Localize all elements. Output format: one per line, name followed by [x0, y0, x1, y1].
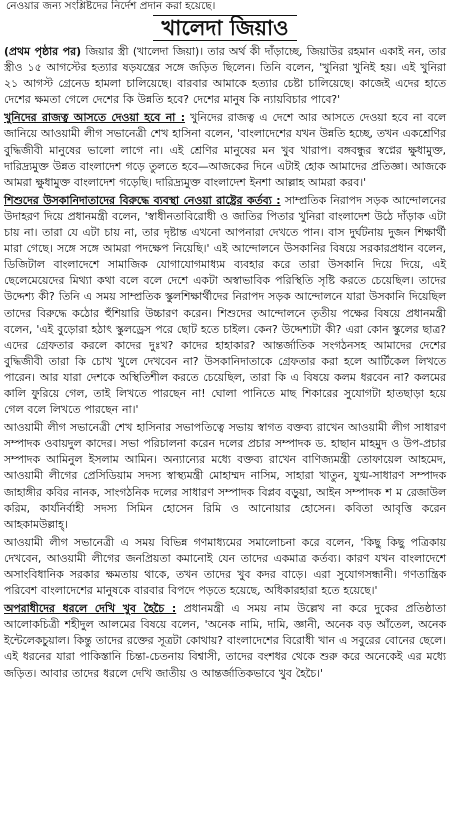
paragraph-text: প্রধানমন্ত্রী এ সময় নাম উল্লেখ না করে দুকের প্রতিষ্ঠাতা আলোকচিত্রী শহীদুল আলমের বিষয়ে বলেন, 'অনেক নামি, দামি, জ্ঞানী, অনেক বড় আঁতেল, অনেক ইন্টেলেকচুয়াল। কিন্তু তাদের রক্তের সূত্রটা কোথায়? বাংলাদেশের বিরোধী খান এ সবুরের বোনের ছেলে। এই ধরনের যারা পাকিস্তানি চিন্তা-চেতনায় বিশ্বাসী, তাদের বংশধর থেকে শুরু করে অনেকেই এর মধ্যে জড়িত। আবার তাদের ধরলে দেখি জাতীয় ও আন্তর্জাতিকভাবে খুব হৈচৈ।' — [4, 602, 446, 680]
paragraph-text: সাম্প্রতিক নিরাপদ সড়ক আন্দোলনের উদাহরণ দিয়ে প্রধানমন্ত্রী বলেন, 'স্বাধীনতাবিরোধী ও জাতির পিতার খুনিরা বাংলাদেশ উঠে দাঁড়াক এটা চায় না। তারা যে এটা চায় না, তার দৃষ্টান্ত এখনো আপনারা দেখতে পান। বাস দুর্ঘটনায় দুজন শিক্ষার্থী মারা গেছে। সঙ্গে সঙ্গে আমরা পদক্ষেপ নিয়েছি।' এই আন্দোলনে উসকানির বিষয়ে সরকারপ্রধান বলেন, ডিজিটাল বাংলাদেশে সামাজিক যোগাযোগমাধ্যম ব্যবহার করে তারা উসকানি দিয়ে দিয়ে, এই ছেলেমেয়েদের মিথ্যা কথা বলে বলে দেশে একটা অস্বাভাবিক পরিস্থিতি সৃষ্টি করতে চেয়েছিল। তাদের উদ্দেশ্য কী? তিনি এ সময় সাম্প্রতিক স্কুলশিক্ষার্থীদের নিরাপদ সড়ক আন্দোলনে যারা উসকানি দিয়েছিল তাদের বিরুদ্ধে কঠোর হুঁশিয়ারি উচ্চারণ করেন। শিশুদের আন্দোলনে তৃতীয় পক্ষের বিষয়ে প্রধানমন্ত্রী বলেন, 'এই বুড়োরা হঠাৎ স্কুলড্রেস পরে ছোট হতে চাইল। কেন? উদ্দেশ্যটা কী? এরা কোন স্কুলের ছাত্র? এদের গ্রেফতার করলে কাদের দুঃখ? কাদের হাহাকার? আন্তর্জাতিক সংগঠনসহ আমাদের দেশের বুদ্ধিজীবী তারা কি চোখ খুলে দেখবেন না? উসকানিদাতাকে গ্রেফতার করা হলে আর্টিকেল লিখতে পারেন। আর যারা দেশকে অস্থিতিশীল করতে চেয়েছিল, তারা কি এ বিষয়ে কলম ধরবেন না? কলমের কালি ফুরিয়ে গেল, তাই লিখতে পারছেন না! ঘোলা পানিতে মাছ শিকারের সুযোগটা হাতছাড়া হয়ে গেল বলে লিখতে পারছেন না।' — [4, 193, 446, 417]
headline-wrap — [4, 15, 446, 41]
paragraph-text: আওয়ামী লীগ সভানেত্রী এ সময় বিভিন্ন গণমাধ্যমের সমালোচনা করে বলেন, 'কিছু কিছু পত্রিকায় দেখবেন, আওয়ামী লীগের জনপ্রিয়তা কমানোই যেন তাদের একমাত্র কর্তব্য। কারণ যখন বাংলাদেশে অসাংবিধানিক সরকার ক্ষমতায় থাকে, তখন তাদের খুব কদর বাড়ে। এরা সুযোগসন্ধানী। গণতান্ত্রিক পরিবেশ বাংলাদেশের মানুষকে বারবার বিপদে পড়তে হয়েছে, অধিকারহারা হতে হয়েছে।' — [4, 535, 446, 598]
subheading: অপরাধীদের ধরলে দেখি খুব হৈচৈ : — [4, 602, 177, 616]
headline: খালেদা জিয়াও — [153, 15, 296, 41]
paragraph-subhead-2 — [4, 193, 446, 418]
paragraph-text: আওয়ামী লীগ সভানেত্রী শেখ হাসিনার সভাপতিত্বে সভায় স্বাগত বক্তব্য রাখেন আওয়ামী লীগ সাধারণ সম্পাদক ওবায়দুল কাদের। সভা পরিচালনা করেন দলের প্রচার সম্পাদক ড. হাছান মাহমুদ ও উপ-প্রচার সম্পাদক আমিনুল ইসলাম আমিন। অন্যান্যের মধ্যে বক্তব্য রাখেন বাণিজ্যমন্ত্রী তোফায়েল আহমেদ, আওয়ামী লীগের প্রেসিডিয়াম সদস্য স্বাস্থ্যমন্ত্রী মোহাম্মদ নাসিম, সাহারা খাতুন, যুগ্ম-সাধারণ সম্পাদক জাহাঙ্গীর কবির নানক, সাংগঠনিক দলের সাধারণ সম্পাদক বিপ্লব বড়ুয়া, আইন সম্পাদক শ ম রেজাউল করিম, কার্যনির্বাহী সদস্য সিমিন হোসেন রিমি ও আনোয়ার হোসেন। কবিতা আবৃত্তি করেন আহকামউল্লাহ্‌। — [4, 421, 446, 531]
paragraph-subhead-1 — [4, 110, 446, 190]
paragraph-speakers — [4, 420, 446, 533]
subheading: খুনিদের রাজত্ব আসতে দেওয়া হবে না : — [4, 111, 186, 125]
paragraph-continuation — [4, 44, 446, 108]
continued-line: নেওয়ার জন্য সংশ্লিষ্টদের নির্দেশ প্রদান করা হয়েছে। — [6, 0, 216, 12]
paragraph-subhead-3 — [4, 601, 446, 681]
continuation-marker: (প্রথম পৃষ্ঠার পর) — [4, 45, 82, 58]
subheading: শিশুদের উসকানিদাতাদের বিরুদ্ধে ব্যবস্থা নেওয়া রাষ্ট্রের কর্তব্য : — [4, 193, 281, 207]
paragraph-media — [4, 535, 446, 599]
paragraph-text: জিয়ার স্ত্রী (খালেদা জিয়া)। তার অর্থ কী দাঁড়াচ্ছে, জিয়াউর রহমান একাই নন, তার স্ত্রীও ১৫ আগস্টের হত্যার ষড়যন্ত্রের সঙ্গে জড়িত ছিলেন। তিনি বলেন, 'খুনিরা খুনিই হয়। এই খুনিরা ২১ আগস্ট গ্রেনেড হামলা চালিয়েছে। বারবার আমাকে হত্যার চেষ্টা চালিয়েছে। কাজেই এদের হাতে দেশের ক্ষমতা গেলে দেশের কি উন্নতি হবে? দেশের মানুষ কি ন্যায়বিচার পাবে?' — [4, 45, 447, 107]
paragraph-text: খুনিদের রাজত্ব এ দেশে আর আসতে দেওয়া হবে না বলে জানিয়ে আওয়ামী লীগ সভানেত্রী শেখ হাসিনা বলেন, 'বাংলাদেশের যখন উন্নতি হচ্ছে, তখন একশ্রেণির বুদ্ধিজীবী মানুষের ভালো লাগে না। এই শ্রেণির মানুষের মন খুব খারাপ। বঙ্গবন্ধুর স্বপ্নের ক্ষুধামুক্ত, দারিদ্র্যমুক্ত উন্নত বাংলাদেশ গড়ে তুলতে হবে—আজকের দিনে এটাই হোক আমাদের প্রতিজ্ঞা। আজকে আমরা ক্ষুধামুক্ত বাংলাদেশ গড়েছি। দারিদ্র্যমুক্ত বাংলাদেশ ইনশা আল্লাহ আমরা করব।' — [4, 111, 446, 189]
